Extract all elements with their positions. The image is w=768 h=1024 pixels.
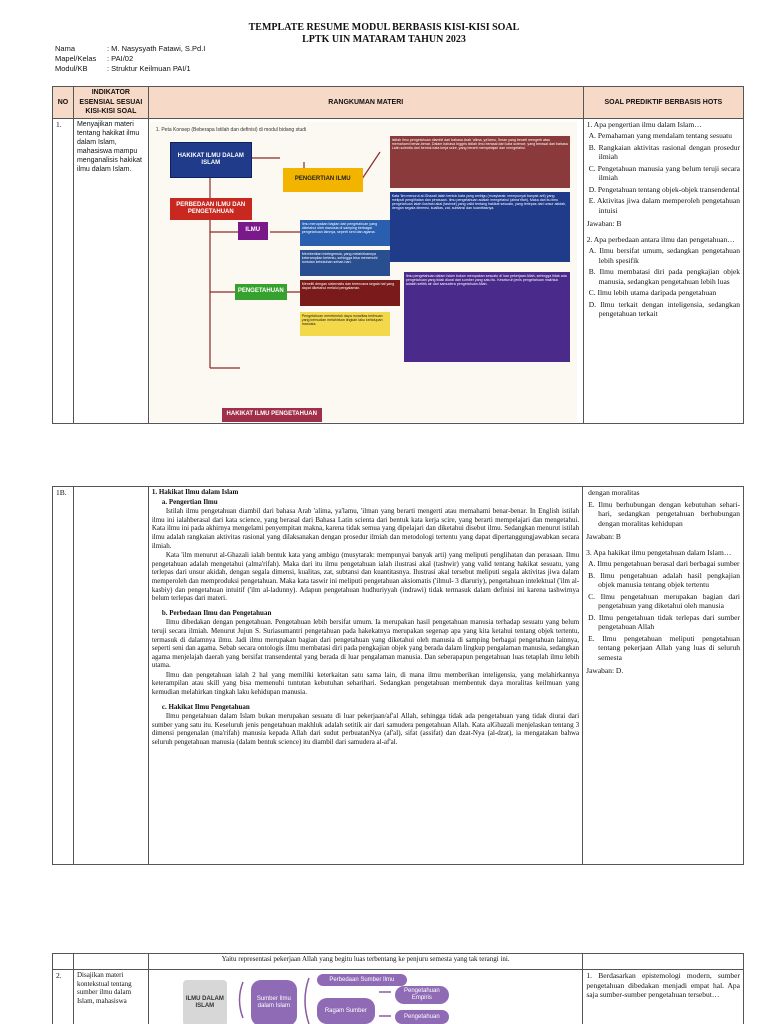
- question-3-option-d: D. Ilmu pengetahuan tidak terlepas dari sumber pengetahuan Allah: [588, 612, 740, 631]
- heading-perbedaan: b. Perbedaan Ilmu dan Pengetahuan: [161, 608, 272, 617]
- node-pengetahuan: Pengetahuan: [395, 1010, 449, 1024]
- paragraph-pengertian-1: Istilah ilmu pengetahuan diambil dari bahasa Arab 'alima, ya'lamu, 'ilman yang berarti mengerti atau memahami benar-benar. In English istilah ilmu ini ialahberasal dari kata science, yang berasal dari Bahasa Latin scienta dari bentuk kata kerja scire, yang berarti mempelajari dan mengetahui. Kata ilmu ini pada akhirnya mengelami penyempitan makna, karena tidak semua yang dipelajari dan diketahui disebut ilmu. Sedangkan menurut istilah ilmu adalah rangkaian aktivitas rasional yang dilaksanakan dengan prosedur ilmiah dan metodologi tertentu yang dapat dipertanggungjawabkan secara ilmiah.: [151, 507, 580, 550]
- node-hakikat-ilmu: HAKIKAT ILMU DALAM ISLAM: [170, 142, 252, 178]
- question-1-option-a: A. Pemahaman yang mendalam tentang sesuatu: [588, 131, 733, 140]
- paragraph-perbedaan-1: Ilmu dibedakan dengan pengetahuan. Pengetahuan lebih bersifat umum. Ia merupakan hasil pengetahuan manusia terhadap sesuatu yang belum teruji secara ilmiah. Menurut Jujun S. Suriasumantri pengetahuan pada hakekatnya merupakan segenap apa yang kita ketahui tentang objek tertentu, termasuk di dalamnya ilmu. Jadi ilmu merupakan bagian dari pengetahuan yang diketahui oleh manusia di samping berbagai pengetahuan lainnya, seperti seni dan agama. Sebab secara ontologis ilmu membatasi diri pada pengkajian objek yang berada dalam lingkup pengalaman manusia, sedangkan agama menjelajah daerah yang bersifat transendental yang berada di luar pengalaman manusia. Dan seberapapun pengetahuan luas tetaplah ilmu lebih utama.: [151, 618, 580, 670]
- rangkuman-cell: [148, 970, 583, 1024]
- question-2-option-d-cont: dengan moralitas: [588, 488, 640, 497]
- question-3-answer: Jawaban: D.: [586, 666, 624, 675]
- question-3: 3. Apa hakikat ilmu pengetahuan dalam Islam…: [586, 547, 732, 557]
- row-number: 1.: [53, 118, 74, 423]
- node-sumber-ilmu: Sumber Ilmu dalam Islam: [251, 980, 297, 1024]
- sumber-ilmu-map: [151, 972, 451, 1024]
- node-text-alghazali: Kata 'ilm menurut al-Ghazali ialah bentuk kata yang ambigu (musytarak: mempunyai banyak arti) yang meliputi penglihatan dan perasaan. Ilmu pengetahuan adalah mengetahui (alma'rifah). Maka dari itu ilmu pengetahuan ialah ilustrasi akal (tashwir) yang valid tentang hakikat sesuatu, yang terlepas dari unsur akidah, dengan segala dimensi, kualitas, zat, subtansi dan kuantitasnya.: [390, 192, 570, 262]
- table-row: [53, 487, 744, 865]
- node-pengetahuan: PENGETAHUAN: [235, 284, 287, 300]
- indikator-text: Menyajikan materi tentang hakikat ilmu dalam Islam, mahasiswa mampu menganalisis hakikat ilmu dalam Islam.: [73, 118, 148, 423]
- resume-table-page-3: [52, 953, 744, 1024]
- meta-value-nama: : M. Nasysyath Fatawi, S.Pd.I: [107, 44, 206, 53]
- indikator-text: Disajikan materi kontekstual tentang sumber ilmu dalam Islam, mahasiswa: [73, 970, 148, 1024]
- question-1-answer: Jawaban: B: [586, 219, 622, 228]
- header-no: NO: [53, 87, 74, 119]
- soal-cell: [583, 487, 744, 865]
- node-text-hakikat-pengetahuan: Ilmu pengetahuan dalam Islam bukan merupakan sesuatu di luar pekerjaan Allah, sehingga tidak ada pengetahuan yang tidak diurai dari sumber yang satu itu. Keseluruh jenis pengetahuan makhluk adalah setitik air dari samudera pengetahuan Allah.: [404, 272, 570, 362]
- node-text-moralitas: Pengetahuan membentuk daya moralitas keilmuan yang kemudian melahirkan tingkah laku kehidupan manusia.: [300, 312, 390, 336]
- meta-key-mapel: Mapel/Kelas: [55, 54, 97, 63]
- meta-value-mapel: : PAI/02: [107, 54, 134, 63]
- concept-map: [150, 122, 577, 422]
- soal-cell: [583, 118, 743, 423]
- question-3-option-c: C. Ilmu pengetahuan merupakan bagian dari pengetahuan yang diketahui oleh manusia: [588, 591, 740, 610]
- node-text-sistematis: Meneliti dengan sistematis dan terencana segala hal yang dapat diketahui melalui pengalaman.: [300, 280, 400, 306]
- continuation-text: Yaitu representasi pekerjaan Allah yang begitu luas terbentang ke penjuru semesta yang tak terangi ini.: [148, 954, 583, 970]
- header-rangkuman: RANGKUMAN MATERI: [148, 87, 583, 119]
- table-header-row: [53, 87, 744, 119]
- resume-table-page-2: [52, 486, 744, 865]
- question-2-option-e: E. Ilmu berhubungan dengan kebutuhan sehari-hari, sedangkan pengetahuan berhubungan dengan moralitas kehidupan: [588, 499, 740, 528]
- question-2-option-c: C. Ilmu lebih utama daripada pengetahuan: [588, 288, 717, 297]
- rangkuman-text: [148, 487, 582, 865]
- question-3-option-e: E. Ilmu pengetahuan meliputi pengetahuan tentang pekerjaan Allah yang luas di seluruh semesta: [588, 633, 740, 662]
- node-pengetahuan-empiris: Pengetahuan Empiris: [395, 986, 449, 1004]
- empty-cell: [73, 954, 148, 970]
- concept-map-caption: 1. Peta Konsep (Beberapa Istilah dan definisi) di modul bidang studi: [155, 126, 307, 133]
- table-row: [53, 118, 744, 423]
- document-meta: [55, 44, 205, 74]
- paragraph-pengertian-2: Kata 'ilm menurut al-Ghazali ialah bentuk kata yang ambigu (musytarak: mempunyai banyak arti) yang meliputi penglihatan dan perasaan. Ilmu pengetahuan adalah mengetahui (alma'rifah). Maka dari itu ilmu pengetahuan ialah ilustrasi akal (tashwir) yang valid tentang hakikat sesuatu, yang terlepas dari unsur akidah, dengan segala dimensi, kualitas, zat, subtansi dan kuantitasnya. Ilustrasi akal tersebut meliputi segala aktivitas jiwa dalam memperoleh dan memproduksi pengetahuan. Maka kata taswir ini meliputi pengetahuan aksiomatis ('ilmul- 3 dlaruriy), pengetahuan intelektual ('ilm al-kasbiy) dan pengetahuan intuitif ('ilm al-ladunny). Adapun pengetahuan hudhuriyyah (indrawi) tidak termasuk dalam definisi ini karena tashwirnya belum terlepas dari materi.: [151, 551, 580, 603]
- question-2-option-b: B. Ilmu membatasi diri pada pengkajian objek manusia, sedangkan pengetahuan lebih luas: [588, 267, 740, 286]
- empty-cell: [583, 954, 744, 970]
- meta-value-modul: : Struktur Keilmuan PAI/1: [107, 64, 191, 73]
- heading-pengertian: a. Pengertian Ilmu: [161, 497, 218, 506]
- question-1: 1. Berdasarkan epistemologi modern, sumber pengetahuan dibedakan menjadi empat hal. Apa saja sumber-sumber pengetahuan tersebut…: [586, 971, 740, 999]
- header-soal: SOAL PREDIKTIF BERBASIS HOTS: [583, 87, 743, 119]
- soal-cell: [583, 970, 744, 1024]
- question-2-option-a: A. Ilmu bersifat umum, sedangkan pengetahuan lebih spesifik: [588, 246, 740, 265]
- meta-key-modul: Modul/KB: [55, 64, 88, 73]
- question-1: 1. Apa pengertian ilmu dalam Islam…: [586, 119, 702, 129]
- node-perbedaan-sumber: Perbedaan Sumber Ilmu: [317, 974, 407, 986]
- node-text-istilah: Istilah ilmu pengetahuan diambil dari bahasa Arab 'alima, ya'lamu, 'ilman yang berarti mengerti atau memahami benar-benar. Dalam bahasa Inggris istilah ilmu berasal dari kata science, yang berasal dari bahasa Latin scientia dari bentuk kata kerja scire, yang berarti mempelajari dan mengetahui.: [390, 136, 570, 188]
- question-3-option-a: A. Ilmu pengetahuan berasal dari berbagai sumber: [588, 559, 740, 568]
- heading-hakikat-pengetahuan: c. Hakikat Ilmu Pengetahuan: [161, 702, 250, 711]
- node-hakikat-pengetahuan: HAKIKAT ILMU PENGETAHUAN: [222, 408, 322, 422]
- header-indikator: INDIKATOR ESENSIAL SESUAI KISI-KISI SOAL: [73, 87, 148, 119]
- node-text-ilmu: Ilmu merupakan bagian dari pengetahuan yang diketahui oleh manusia di samping berbagai pengetahuan lainnya, seperti seni dan agama.: [300, 220, 390, 246]
- paragraph-hakikat-pengetahuan: Ilmu pengetahuan dalam Islam bukan merupakan sesuatu di luar pekerjaan/af'al Allah, sehingga tidak ada pengetahuan yang tidak diurai dari sumber yang satu itu. Keseluruh jenis pengetahuan makhluk adalah setitik air dari samudera pengetahuan Allah. Kata alGhazali menjelaskan tentang 3 dimensi pengenalan (ma'rifah) manusia kepada Allah dari sudut perbuatanNya (af'al), sifat (assifat) dan dzat-Nya (al-dzat), ia mengatakan bahwa seluruh pengetahuan manusia (dalam bentuk science) itu diambil dari samudera al-af'al.: [151, 712, 580, 747]
- row-number: 1B.: [53, 487, 74, 865]
- indikator-empty: [73, 487, 148, 865]
- title-line-2: LPTK UIN MATARAM TAHUN 2023: [302, 34, 466, 45]
- rangkuman-cell: [148, 118, 583, 423]
- node-ilmu-dalam-islam: ILMU DALAM ISLAM: [183, 980, 227, 1024]
- question-1-option-d: D. Pengetahuan tentang objek-objek transendental: [588, 184, 740, 194]
- paragraph-perbedaan-2: Ilmu dan pengetahuan ialah 2 hal yang memiliki keterkaitan satu sama lain, di mana ilmu memberikan inteligensia, yang melahirkannya keterampilan atau skill yang bisa memenuhi tuntutan kebutuhan seharihari. Sedangkan pengetahuan membentuk daya moralitas keilmuan yang kemudian melahirkan tingkah laku kehidupan manusia.: [151, 670, 580, 697]
- resume-table-page-1: [52, 86, 744, 424]
- question-2: 2. Apa perbedaan antara ilmu dan pengetahuan…: [586, 234, 735, 244]
- question-1-option-b: B. Rangkaian aktivitas rasional dengan prosedur ilmiah: [588, 142, 740, 161]
- meta-key-nama: Nama: [55, 44, 76, 53]
- question-1-option-c: C. Pengetahuan manusia yang belum teruji secara ilmiah: [588, 163, 740, 182]
- question-1-option-e: E. Aktivitas jiwa dalam memperoleh pengetahuan intuisi: [588, 196, 740, 215]
- node-pengertian-ilmu: PENGERTIAN ILMU: [283, 168, 363, 192]
- table-row: [53, 970, 744, 1024]
- question-3-option-b: B. Ilmu pengetahuan adalah hasil pengkajian objek manusia tentang objek tertentu: [588, 570, 740, 589]
- heading-hakikat: 1. Hakikat Ilmu dalam Islam: [151, 488, 239, 496]
- document-title: [0, 22, 768, 46]
- title-line-1: TEMPLATE RESUME MODUL BERBASIS KISI-KISI SOAL: [248, 22, 520, 33]
- question-2-answer: Jawaban: B: [586, 532, 621, 541]
- table-row: [53, 954, 744, 970]
- question-2-option-d: D. Ilmu terkait dengan inteligensia, sedangkan pengetahuan terkait: [588, 299, 740, 318]
- node-perbedaan: PERBEDAAN ILMU DAN PENGETAHUAN: [170, 198, 252, 220]
- node-ragam-sumber: Ragam Sumber: [317, 998, 375, 1024]
- node-text-intelegensia: Memberikan intelegensia, yang melahirkannya keterampilan tertentu, sehingga bisa memenuhi tuntutan kebutuhan sehari-hari.: [300, 250, 390, 276]
- empty-cell: [53, 954, 74, 970]
- node-ilmu: ILMU: [238, 222, 268, 240]
- row-number: 2.: [53, 970, 74, 1024]
